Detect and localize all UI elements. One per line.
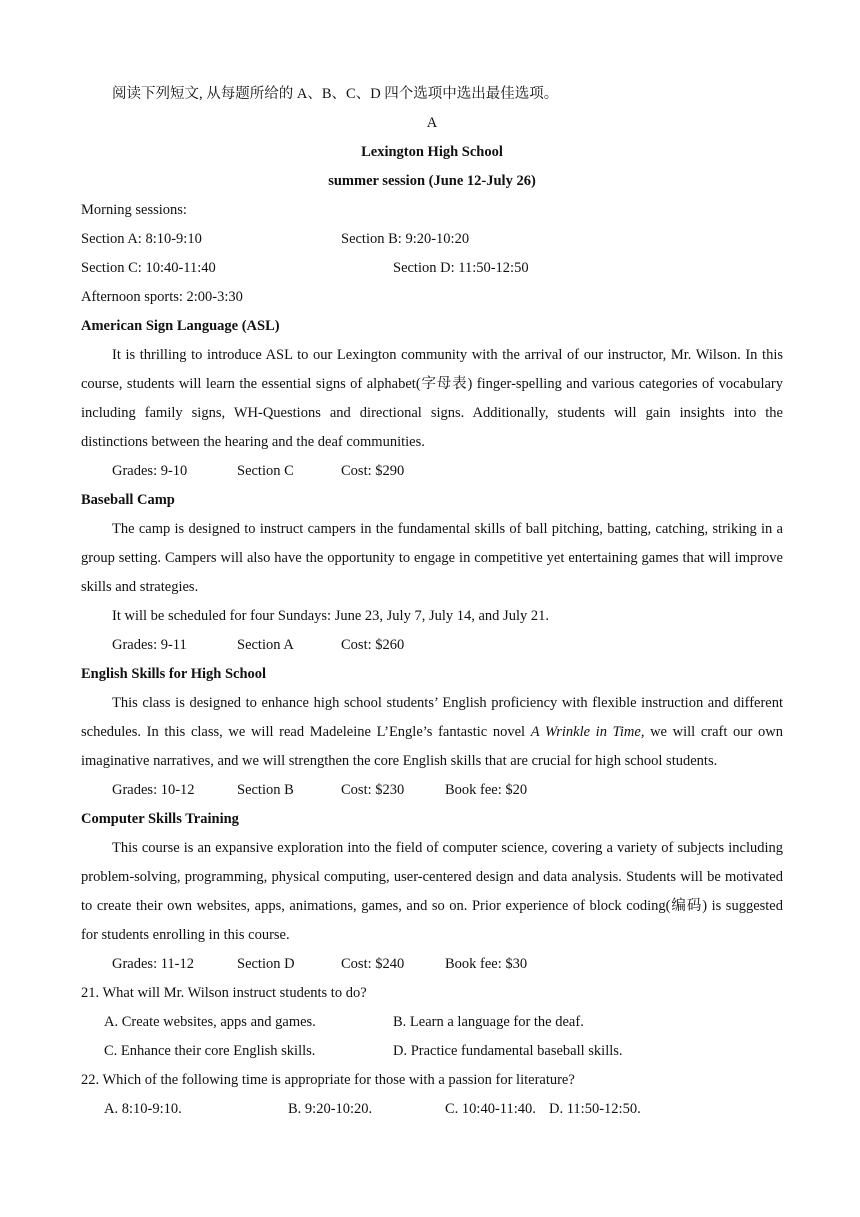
course-description: This course is an expansive exploration into the field of computer science, covering a variety of subjects including problem-solving, programming, physical computing, user-centered design and data analysis. Students will be motivated to create their own websites, apps, animations, games, and so on. Prior experience of block coding(编码) is suggested for students enrolling in this course. bbox=[81, 840, 783, 943]
course-heading: American Sign Language (ASL) bbox=[81, 318, 280, 334]
schedule-row-2 bbox=[81, 254, 783, 283]
page-subtitle: summer session (June 12-July 26) bbox=[328, 173, 536, 189]
course-schedule-note: It will be scheduled for four Sundays: June 23, July 7, July 14, and July 21. bbox=[112, 608, 549, 624]
cost: Cost: $290 bbox=[341, 463, 405, 479]
option-c: C. 10:40-11:40. bbox=[445, 1101, 536, 1117]
section-c-time: Section C: 10:40-11:40 bbox=[81, 260, 216, 276]
schedule-row-1 bbox=[81, 225, 783, 254]
cost: Cost: $230 bbox=[341, 782, 405, 798]
option-row bbox=[81, 1095, 783, 1124]
option-c: C. Enhance their core English skills. bbox=[104, 1043, 316, 1059]
course-heading: Computer Skills Training bbox=[81, 811, 239, 827]
course-description bbox=[81, 689, 783, 776]
option-row bbox=[81, 1037, 783, 1066]
description-text: This class is designed to enhance high school students’ English proficiency with flexible instruction and different schedules. In this class, we will read Madeleine L’Engle’s fantastic novel bbox=[81, 695, 783, 740]
cost: Cost: $260 bbox=[341, 637, 405, 653]
course-heading: English Skills for High School bbox=[81, 666, 267, 682]
course-info bbox=[81, 776, 783, 805]
course-description: It is thrilling to introduce ASL to our Lexington community with the arrival of our instructor, Mr. Wilson. In this course, students will learn the essential signs of alphabet(字母表) finger-spelling and various categories of vocabulary including family signs, WH-Questions and directional signs. Additionally, students will gain insights into the distinctions between the hearing and the deaf communities. bbox=[81, 347, 783, 450]
book-fee: Book fee: $30 bbox=[445, 956, 528, 972]
course-description: The camp is designed to instruct campers in the fundamental skills of ball pitching, batting, catching, striking in a group setting. Campers will also have the opportunity to engage in competitive yet entertaining games that will improve skills and strategies. bbox=[81, 521, 783, 595]
section-a-time: Section A: 8:10-9:10 bbox=[81, 231, 202, 247]
course-heading: Baseball Camp bbox=[81, 492, 175, 508]
description-text: , we will craft our own imaginative narratives, and we will strengthen the core English skills that are crucial for high school students. bbox=[81, 724, 783, 769]
option-row bbox=[81, 1008, 783, 1037]
option-a: A. Create websites, apps and games. bbox=[104, 1014, 316, 1030]
grades: Grades: 10-12 bbox=[112, 782, 195, 798]
option-b: B. 9:20-10:20. bbox=[288, 1101, 373, 1117]
course-info bbox=[81, 631, 783, 660]
option-d: D. 11:50-12:50. bbox=[549, 1101, 641, 1117]
section: Section B bbox=[237, 782, 294, 798]
section: Section A bbox=[237, 637, 294, 653]
cost: Cost: $240 bbox=[341, 956, 405, 972]
instruction: 阅读下列短文, 从每题所给的 A、B、C、D 四个选项中选出最佳选项。 bbox=[112, 86, 559, 102]
grades: Grades: 9-11 bbox=[112, 637, 187, 653]
novel-title: A Wrinkle in Time bbox=[530, 724, 641, 740]
afternoon-sports: Afternoon sports: 2:00-3:30 bbox=[81, 289, 243, 305]
course-info bbox=[81, 950, 783, 979]
option-b: B. Learn a language for the deaf. bbox=[393, 1014, 584, 1030]
document-page bbox=[81, 80, 783, 1124]
question-stem: 22. Which of the following time is appropriate for those with a passion for literature? bbox=[81, 1072, 575, 1088]
grades: Grades: 9-10 bbox=[112, 463, 188, 479]
question-stem: 21. What will Mr. Wilson instruct students to do? bbox=[81, 985, 367, 1001]
grades: Grades: 11-12 bbox=[112, 956, 195, 972]
option-a: A. 8:10-9:10. bbox=[104, 1101, 182, 1117]
option-d: D. Practice fundamental baseball skills. bbox=[393, 1043, 623, 1059]
section: Section C bbox=[237, 463, 294, 479]
section-d-time: Section D: 11:50-12:50 bbox=[393, 260, 529, 276]
section-letter: A bbox=[426, 115, 438, 131]
book-fee: Book fee: $20 bbox=[445, 782, 528, 798]
course-info bbox=[81, 457, 783, 486]
page-title: Lexington High School bbox=[361, 144, 503, 160]
morning-label: Morning sessions: bbox=[81, 202, 187, 218]
section: Section D bbox=[237, 956, 295, 972]
section-b-time: Section B: 9:20-10:20 bbox=[341, 231, 470, 247]
